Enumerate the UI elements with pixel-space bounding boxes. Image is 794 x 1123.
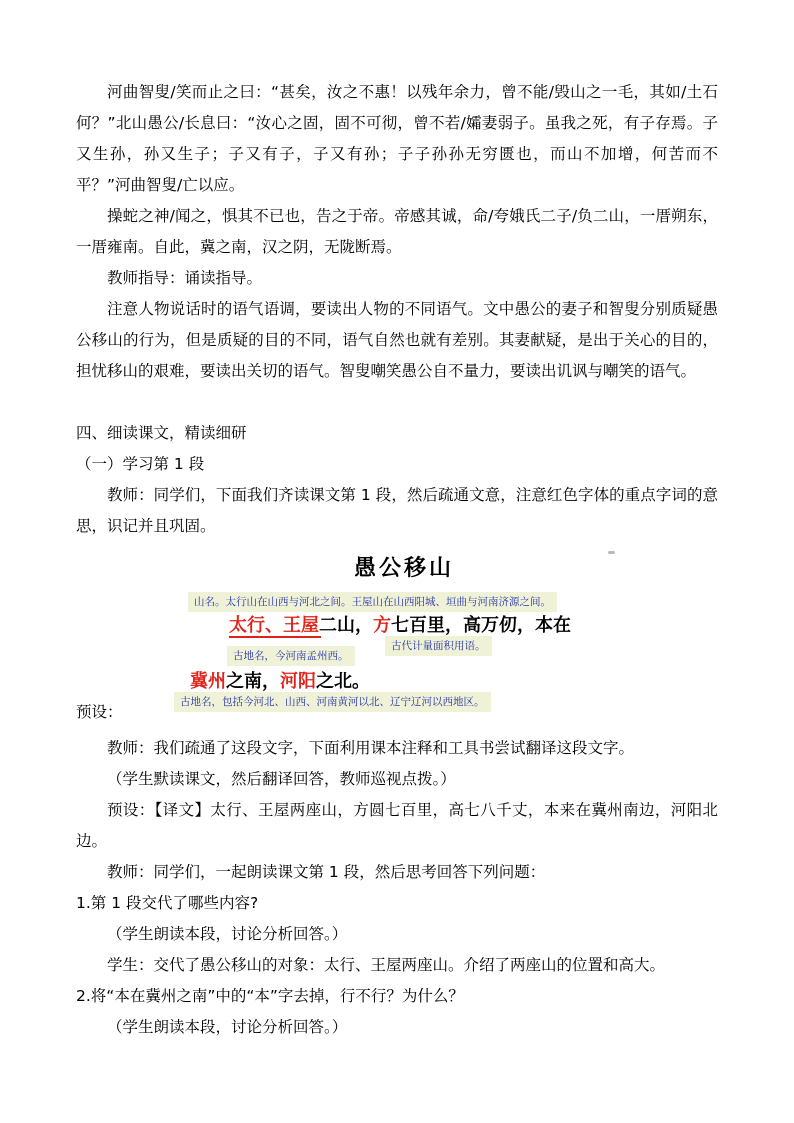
key-term-fang: 方: [373, 615, 391, 636]
question-2: 2.将“本在冀州之南”中的“本”字去掉，行不行？为什么？: [76, 987, 464, 1005]
subsection-heading: （一）学习第 1 段: [76, 455, 205, 473]
key-term-taihang-wangwu: 太行、王屋: [229, 615, 319, 636]
paragraph-translation: 预设：【译文】太行、王屋两座山，方圆七百里，高七八千丈，本来在冀州南边，河阳北边。: [76, 801, 718, 850]
paragraph-student-activity: （学生默读课文，然后翻译回答，教师巡视点拨。）: [107, 770, 456, 788]
annotation-fang: 古代计量面积用语。: [385, 636, 492, 656]
classical-line-2: 冀州之南，河阳之北。: [190, 671, 370, 692]
section-heading: 四、细读课文，精读细研: [76, 424, 247, 442]
annotation-heyang: 古地名，今河南孟州西。: [227, 646, 355, 666]
key-term-heyang: 河阳: [280, 671, 316, 692]
paragraph-teacher-intro: 教师：同学们，下面我们齐读课文第 1 段，然后疏通文意，注意红色字体的重点字词的意思，识记并且巩固。: [76, 486, 718, 535]
student-activity-2: （学生朗读本段，讨论分析回答。）: [107, 1018, 348, 1036]
paragraph-reading-task: 教师：同学们，一起朗读课文第 1 段，然后思考回答下列问题：: [107, 863, 546, 881]
image-artifact: [608, 551, 615, 554]
student-answer-1: 学生：交代了愚公移山的对象：太行、王屋两座山。介绍了两座山的位置和高大。: [107, 956, 666, 974]
paragraph-ending: 操蛇之神/闻之，惧其不已也，告之于帝。帝感其诚，命/夸娥氏二子/负二山，一厝朔东，一厝雍南。自此，冀之南，汉之阴，无陇断焉。: [76, 207, 718, 256]
question-1: 1.第 1 段交代了哪些内容?: [76, 894, 259, 912]
annotation-jizhou: 古地名，包括今河北、山西、河南黄河以北、辽宁辽河以西地区。: [174, 692, 491, 712]
preset-label: 预设：: [76, 703, 123, 721]
paragraph-translate-task: 教师：我们疏通了这段文字，下面利用课本注释和工具书尝试翻译这段文字。: [107, 739, 635, 757]
key-term-jizhou: 冀州: [190, 671, 226, 692]
paragraph-dialogue: 河曲智叟/笑而止之曰：“甚矣，汝之不惠！以残年余力，曾不能/毁山之一毛，其如/土石何？”北山愚公/长息曰：“汝心之固，固不可彻，曾不若/孀妻弱子。虽我之死，有子存焉。子又生孙，孙又生子；子又有子，子又有孙；子子孙孙无穷匮也，而山不加增，何苦而不平？”河曲智叟/亡以应。: [76, 83, 718, 194]
figure-title: 愚公移山: [354, 555, 455, 581]
paragraph-reading-tips: 注意人物说话时的语气语调，要读出人物的不同语气。文中愚公的妻子和智叟分别质疑愚公移山的行为，但是质疑的目的不同，语气自然也就有差别。其妻献疑，是出于关心的目的，担忧移山的艰难，要读出关切的语气。智叟嘲笑愚公自不量力，要读出讥讽与嘲笑的语气。: [76, 300, 718, 380]
student-activity-1: （学生朗读本段，讨论分析回答。）: [107, 925, 348, 943]
teacher-guidance: 教师指导：诵读指导。: [107, 269, 263, 287]
underline-taihang: [229, 636, 321, 638]
classical-line-1: 太行、王屋二山，方七百里，高万仞，本在: [229, 615, 571, 636]
annotation-mountain-names: 山名。太行山在山西与河北之间。王屋山在山西阳城、垣曲与河南济源之间。: [188, 592, 557, 612]
